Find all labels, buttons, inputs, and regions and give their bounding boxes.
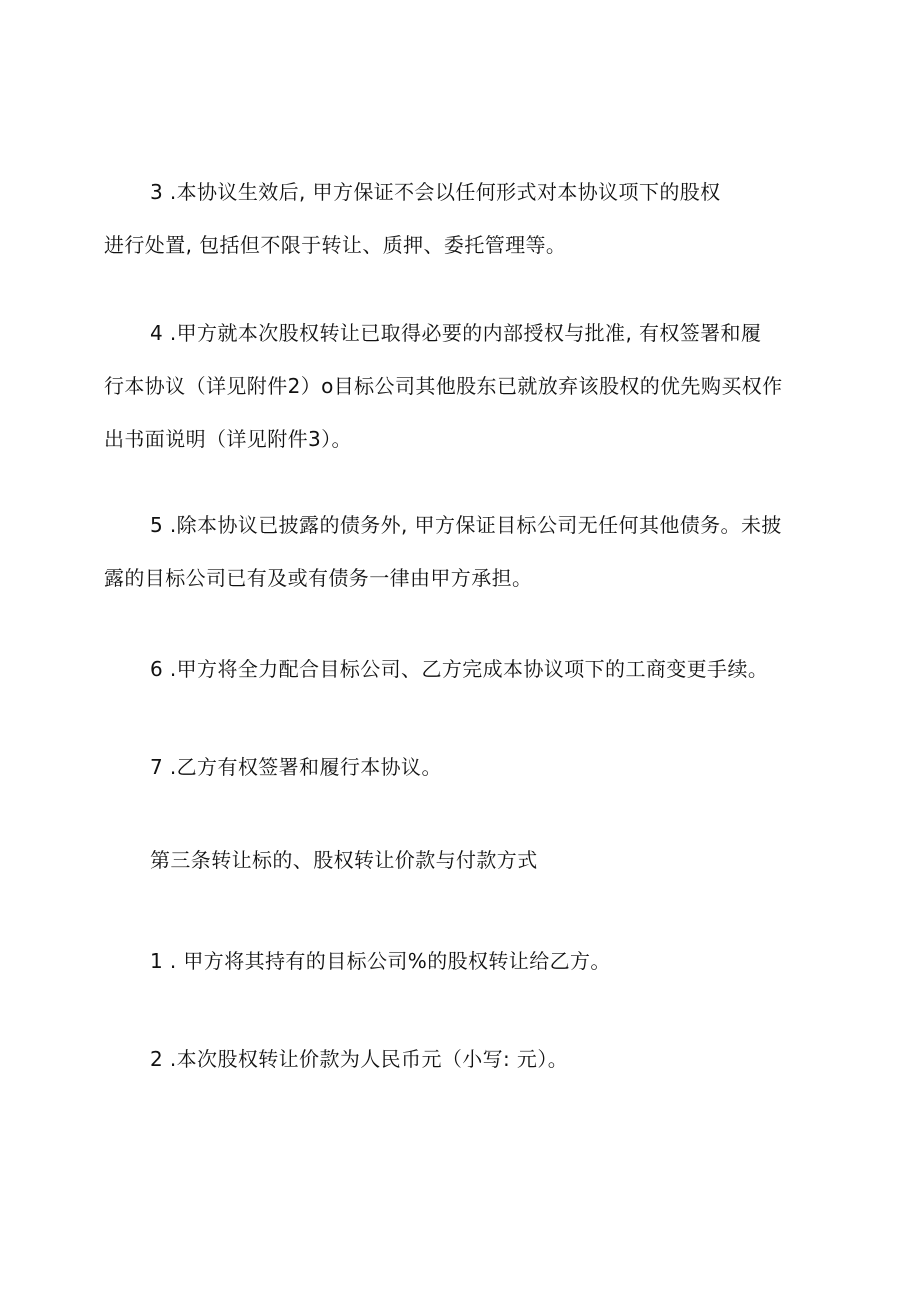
article-3-heading-text: 第三条转让标的、股权转让价款与付款方式 — [150, 848, 538, 872]
clause-5-line-2: 露的目标公司已有及或有债务一律由甲方承担。 — [104, 566, 533, 590]
clause-4-line-1: 4 .甲方就本次股权转让已取得必要的内部授权与批准, 有权签署和履 — [150, 321, 762, 345]
clause-5-line-1: 5 .除本协议已披露的债务外, 甲方保证目标公司无任何其他债务。未披 — [150, 513, 782, 537]
clause-7-paragraph — [104, 741, 824, 794]
clause-3-paragraph — [104, 166, 824, 272]
clause-6-paragraph — [104, 643, 824, 696]
article-3-item-1-line: 1 . 甲方将其持有的目标公司%的股权转让给乙方。 — [150, 949, 611, 973]
clause-7-line-1: 7 .乙方有权签署和履行本协议。 — [150, 755, 442, 779]
clause-3-line-1: 3 .本协议生效后, 甲方保证不会以任何形式对本协议项下的股权 — [150, 180, 721, 204]
clause-6-line-1: 6 .甲方将全力配合目标公司、乙方完成本协议项下的工商变更手续。 — [150, 657, 769, 681]
clause-4-paragraph — [104, 307, 824, 466]
article-3-heading — [104, 834, 824, 887]
clause-4-line-3: 出书面说明（详见附件3）。 — [104, 427, 352, 451]
clause-5-paragraph — [104, 499, 824, 605]
article-3-item-2-paragraph — [104, 1033, 824, 1086]
clause-3-line-2: 进行处置, 包括但不限于转让、质押、委托管理等。 — [104, 233, 567, 257]
clause-4-line-2: 行本协议（详见附件2）o目标公司其他股东已就放弃该股权的优先购买权作 — [104, 374, 783, 398]
article-3-item-2-line: 2 .本次股权转让价款为人民币元（小写: 元）。 — [150, 1047, 569, 1071]
article-3-item-1-paragraph — [104, 935, 824, 988]
